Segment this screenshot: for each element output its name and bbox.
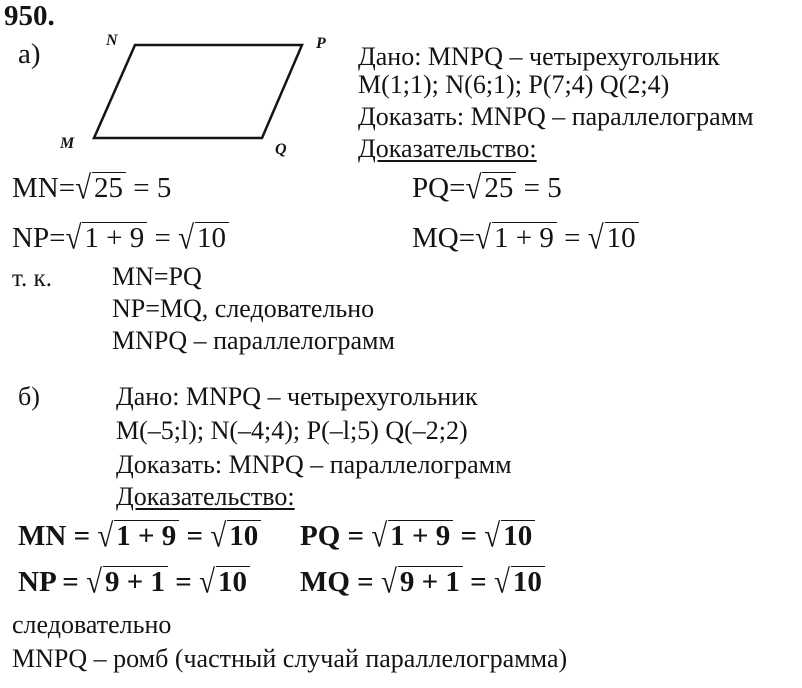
- b-mn-lhs: MN =: [18, 520, 98, 552]
- problem-number: 950.: [4, 0, 55, 32]
- part-a-pq-equation: [412, 169, 562, 207]
- b-mn-eq: =: [179, 520, 211, 552]
- part-b-pq-equation: [300, 517, 535, 555]
- b-pq-eq: =: [453, 520, 485, 552]
- mn-rhs: = 5: [126, 172, 172, 204]
- part-b-coords: M(–5;l); N(–4;4); P(–l;5) Q(–2;2): [116, 416, 468, 445]
- sqrt-icon: √: [465, 169, 482, 207]
- b-pq-lhs: PQ =: [300, 520, 372, 552]
- mq-lhs: MQ=: [412, 222, 476, 254]
- b-pq-result: 10: [501, 520, 535, 551]
- vertex-label-m: M: [60, 135, 75, 152]
- b-np-eq: =: [168, 566, 200, 598]
- part-a-conclusion-3: MNPQ – параллелограмм: [112, 326, 395, 355]
- part-a-prove: Доказать: MNPQ – параллелограмм: [358, 102, 754, 131]
- pq-radicand: 25: [482, 172, 516, 203]
- sqrt-icon: √: [210, 517, 227, 555]
- vertex-label-n: N: [106, 32, 118, 49]
- sqrt-icon: √: [371, 517, 388, 555]
- part-b-np-equation: [18, 563, 250, 601]
- sqrt-icon: √: [380, 563, 397, 601]
- sqrt-icon: √: [199, 563, 215, 601]
- b-mq-eq: =: [462, 566, 494, 598]
- sqrt-icon: √: [65, 219, 82, 257]
- part-a-proof-title: Доказательство:: [358, 134, 537, 163]
- part-b-prove: Доказать: MNPQ – параллелограмм: [116, 450, 512, 479]
- part-a-mn-equation: [12, 169, 172, 207]
- part-b-given: Дано: MNPQ – четырехугольник: [116, 382, 478, 411]
- part-a-conclusion-1: MN=PQ: [112, 262, 202, 291]
- part-b-proof-title: Доказательство:: [116, 482, 295, 511]
- np-lhs: NP=: [12, 222, 66, 254]
- b-np-radicand: 9 + 1: [103, 566, 168, 597]
- np-radicand: 1 + 9: [82, 222, 147, 253]
- vertex-label-p: P: [316, 35, 326, 52]
- b-np-lhs: NP =: [18, 566, 87, 598]
- b-mn-result: 10: [227, 520, 261, 551]
- b-mq-lhs: MQ =: [300, 566, 381, 598]
- part-a-label: а): [18, 38, 41, 70]
- part-b-mq-equation: [300, 563, 545, 601]
- part-b-label: б): [18, 382, 40, 411]
- parallelogram-shape: [94, 45, 302, 138]
- b-np-result: 10: [216, 566, 250, 597]
- sqrt-icon: √: [86, 563, 103, 601]
- np-result: 10: [195, 222, 229, 253]
- vertex-label-q: Q: [275, 141, 287, 158]
- sqrt-icon: √: [475, 219, 492, 257]
- b-pq-radicand: 1 + 9: [388, 520, 453, 551]
- sqrt-icon: √: [97, 517, 114, 555]
- sqrt-icon: √: [493, 563, 510, 601]
- part-a-coords: M(1;1); N(6;1); P(7;4) Q(2;4): [358, 70, 670, 99]
- mq-result: 10: [605, 222, 639, 253]
- part-a-conclusion-2: NP=MQ, следовательно: [112, 294, 375, 323]
- mn-lhs: MN=: [12, 172, 76, 204]
- mq-radicand: 1 + 9: [492, 222, 557, 253]
- part-a-np-equation: [12, 219, 229, 257]
- sqrt-icon: √: [484, 517, 501, 555]
- sqrt-icon: √: [75, 169, 92, 207]
- mq-eq: =: [556, 222, 588, 254]
- mn-radicand: 25: [92, 172, 126, 203]
- sqrt-icon: √: [178, 219, 194, 257]
- part-a-mq-equation: [412, 219, 639, 257]
- pq-rhs: = 5: [516, 172, 562, 204]
- b-mn-radicand: 1 + 9: [114, 520, 179, 551]
- part-b-conclusion: MNPQ – ромб (частный случай параллелограмма): [12, 644, 568, 673]
- part-a-since: т. к.: [12, 265, 52, 292]
- b-mq-result: 10: [511, 566, 545, 597]
- part-b-therefore: следовательно: [12, 610, 172, 639]
- pq-lhs: PQ=: [412, 172, 466, 204]
- part-b-mn-equation: [18, 517, 261, 555]
- sqrt-icon: √: [587, 219, 604, 257]
- np-eq: =: [147, 222, 179, 254]
- b-mq-radicand: 9 + 1: [398, 566, 463, 597]
- part-a-given: Дано: MNPQ – четырехугольник: [358, 42, 720, 71]
